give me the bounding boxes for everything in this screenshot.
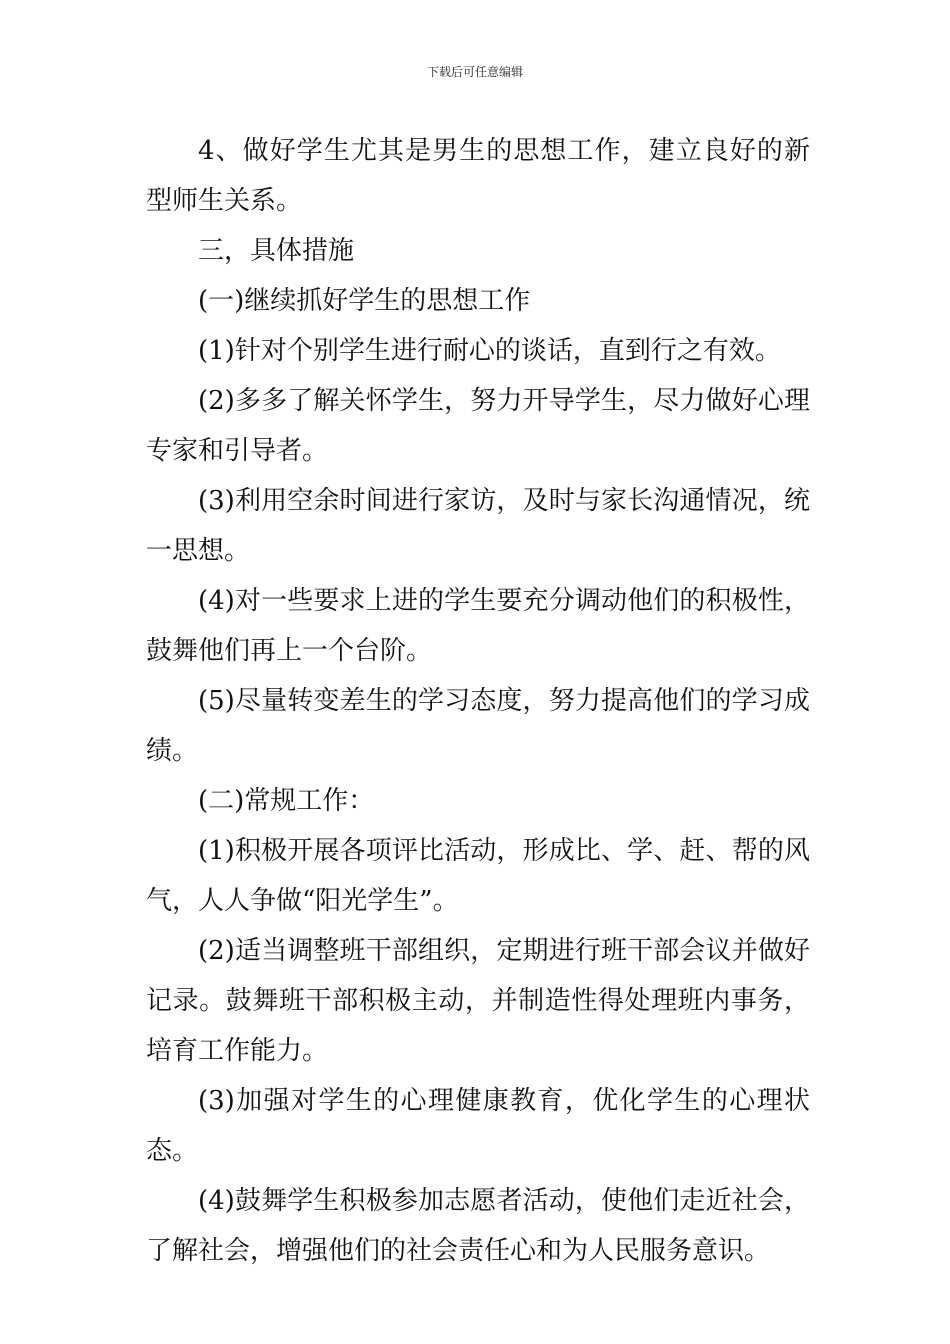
subsection-heading-thought-work: (一)继续抓好学生的思想工作 [198, 286, 531, 316]
list-item-thought-3: (3)利用空余时间进行家访，及时与家长沟通情况，统一思想。 [146, 486, 810, 566]
paragraph-goal-4: 4、做好学生尤其是男生的思想工作，建立良好的新型师生关系。 [146, 136, 810, 216]
document-body [146, 126, 810, 1276]
list-item-thought-2: (2)多多了解关怀学生，努力开导学生，尽力做好心理专家和引导者。 [146, 386, 810, 466]
list-item-routine-2: (2)适当调整班干部组织，定期进行班干部会议并做好记录。鼓舞班干部积极主动，并制造性得处理班内事务，培育工作能力。 [146, 936, 810, 1066]
list-item-thought-1: (1)针对个别学生进行耐心的谈话，直到行之有效。 [198, 336, 781, 366]
subsection-heading-routine-work: (二)常规工作： [198, 786, 375, 816]
list-item-thought-5: (5)尽量转变差生的学习态度，努力提高他们的学习成绩。 [146, 686, 810, 766]
list-item-routine-4: (4)鼓舞学生积极参加志愿者活动，使他们走近社会，了解社会，增强他们的社会责任心和为人民服务意识。 [146, 1186, 810, 1266]
section-heading-measures: 三，具体措施 [198, 236, 355, 266]
list-item-routine-3: (3)加强对学生的心理健康教育，优化学生的心理状态。 [146, 1086, 810, 1166]
page-header: 下载后可任意编辑 [426, 65, 523, 79]
list-item-thought-4: (4)对一些要求上进的学生要充分调动他们的积极性，鼓舞他们再上一个台阶。 [146, 586, 810, 666]
list-item-routine-1: (1)积极开展各项评比活动，形成比、学、赶、帮的风气，人人争做“阳光学生”。 [146, 836, 810, 916]
